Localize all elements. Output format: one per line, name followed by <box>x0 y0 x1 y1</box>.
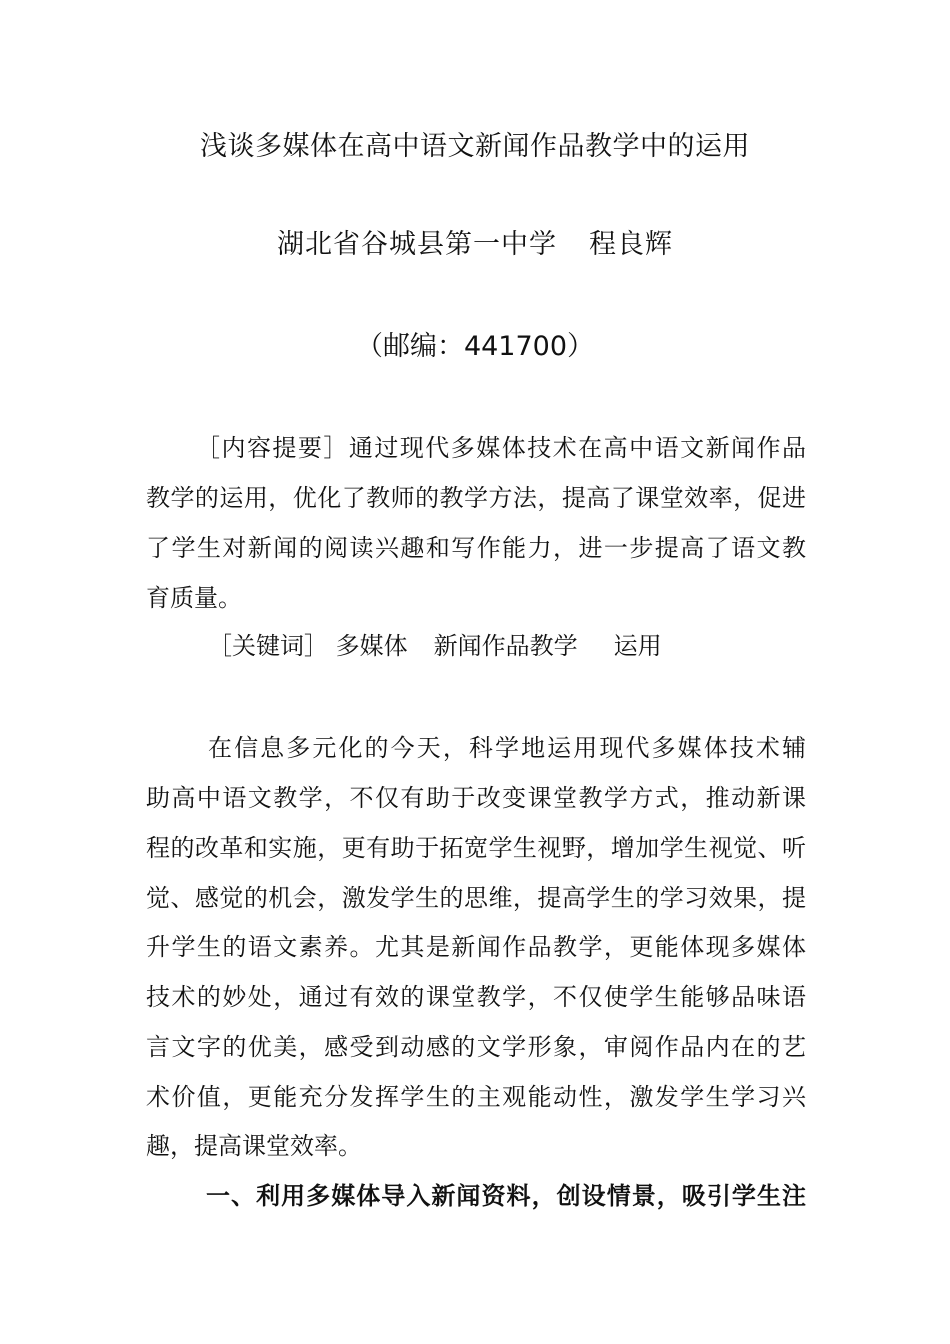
intro-line-9: 趣，提高课堂效率。 <box>146 1132 362 1160</box>
intro-line-7: 言文字的优美，感受到动感的文学形象，审阅作品内在的艺 <box>146 1033 806 1061</box>
intro-line-6: 技术的妙处，通过有效的课堂教学，不仅使学生能够品味语 <box>146 983 806 1011</box>
intro-line-8: 术价值，更能充分发挥学生的主观能动性，激发学生学习兴 <box>146 1083 806 1111</box>
intro-line-2: 助高中语文教学，不仅有助于改变课堂教学方式，推动新课 <box>146 784 806 812</box>
intro-line-3: 程的改革和实施，更有助于拓宽学生视野，增加学生视觉、听 <box>146 834 806 862</box>
author-name: 程良辉 <box>589 229 673 260</box>
intro-line-5: 升学生的语文素养。尤其是新闻作品教学，更能体现多媒体 <box>146 933 806 961</box>
keyword-item: 运用 <box>613 632 662 660</box>
keyword-item: 新闻作品教学 <box>433 632 578 660</box>
keywords-label: ［关键词］ <box>208 632 328 660</box>
keyword-item: 多媒体 <box>335 632 408 660</box>
abstract-line-4: 育质量。 <box>146 584 242 612</box>
intro-line-4: 觉、感觉的机会，激发学生的思维，提高学生的学习效果，提 <box>146 884 806 912</box>
document-title: 浅谈多媒体在高中语文新闻作品教学中的运用 <box>200 131 750 162</box>
abstract-line-2: 教学的运用，优化了教师的教学方法，提高了课堂效率，促进 <box>146 484 806 512</box>
keywords-line <box>208 634 662 658</box>
abstract-label: ［内容提要］ <box>196 434 349 462</box>
postcode: （邮编：441700） <box>355 331 595 362</box>
author-school: 湖北省谷城县第一中学 <box>277 229 557 260</box>
abstract-text: 通过现代多媒体技术在高中语文新闻作品 <box>348 434 807 462</box>
abstract-line-1 <box>196 436 806 460</box>
author-line <box>0 231 950 258</box>
section-heading: 一、利用多媒体导入新闻资料，创设情景，吸引学生注 <box>206 1182 806 1210</box>
intro-line-1: 在信息多元化的今天，科学地运用现代多媒体技术辅 <box>208 734 806 762</box>
abstract-line-3: 了学生对新闻的阅读兴趣和写作能力，进一步提高了语文教 <box>146 534 806 562</box>
